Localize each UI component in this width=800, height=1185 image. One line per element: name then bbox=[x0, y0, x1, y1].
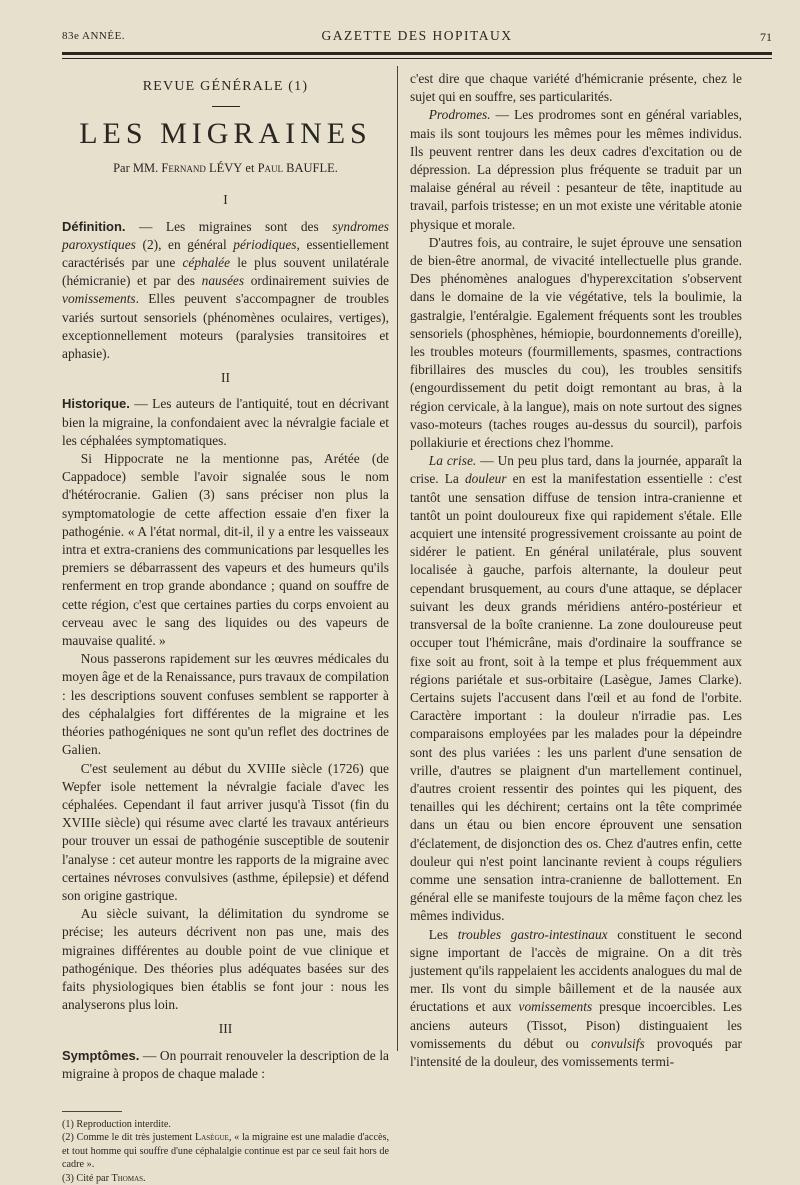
edition-label: 83e ANNÉE. bbox=[62, 30, 126, 42]
author-second: Paul BAUFLE. bbox=[257, 161, 338, 176]
gastro-paragraph: Les troubles gastro-intestinaux constituent le second signe important de l'accès de migraine. On a dit très justement qu'ils rappelaient les accidents analogues du mal de mer. Ils vont du simple bâillement et de la nausée aux éructations et aux vomissements presque incoercibles. Les anciens auteurs (Tissot, Pison) distinguaient les vomissements du début ou convulsifs provoqués par l'intensité de la douleur, des vomissements termi- bbox=[410, 926, 742, 1069]
section-number-2: II bbox=[221, 370, 230, 386]
footnote-rule bbox=[62, 1111, 122, 1112]
footnote-1: (1) Reproduction interdite. bbox=[62, 1118, 171, 1130]
left-column bbox=[62, 74, 389, 1185]
history-heading: Historique. bbox=[62, 396, 130, 412]
prodromes-heading: Prodromes. bbox=[428, 107, 491, 123]
continuation-paragraph: c'est dire que chaque variété d'hémicranie présente, chez le sujet qui en souffre, ses particularités. bbox=[410, 71, 742, 105]
crisis-heading: La crise. bbox=[428, 453, 477, 469]
column-divider bbox=[397, 66, 398, 1051]
author-and: et bbox=[245, 161, 255, 176]
section-number-3: III bbox=[218, 1021, 233, 1037]
author-first: Fernand LÉVY bbox=[161, 161, 243, 176]
definition-paragraph: Définition. — Les migraines sont des syndromes paroxystiques (2), en général périodiques, essentiellement caractérisés par une céphalée le plus souvent unilatérale (hémicranie) et par des nausées ordinairement suivies de vomissements. Elles peuvent s'accompagner de troubles variés surtout sensoriels (phénomènes oculaires, vertiges), exceptionnellement moteurs (paralysies transitoires et aphasie). bbox=[62, 218, 389, 362]
next-century-paragraph: Au siècle suivant, la délimitation du syndrome se précise; les auteurs décrivent non pas une, mais des migraines différentes au double point de vue clinique et pathogénique. Des théories plus adéquates basées sur des faits physiologiques bien établis se font jour : nous les analyserons plus loin. bbox=[62, 906, 389, 1013]
history-paragraph: Historique. — Les auteurs de l'antiquité, tout en décrivant bien la migraine, la confondaient avec la névralgie faciale et les céphalées symptomatiques. bbox=[62, 396, 389, 448]
author-line bbox=[62, 159, 389, 177]
middle-ages-paragraph: Nous passerons rapidement sur les œuvres médicales du moyen âge et de la Renaissance, purs travaux de compilation : les descriptions souvent confuses semblent se rapporter à des céphalalgies fort différentes de la migraine et les théories pathogéniques ne sont qu'un reflet des doctrines de Galien. bbox=[62, 651, 389, 758]
hippocrate-paragraph: Si Hippocrate ne la mentionne pas, Arétée (de Cappadoce) semble l'avoir signalée sous le nom d'hétérocranie. Galien (3) sans préciser non plus la symptomatologie de cette affection essaie d'en fixer la pathogénie. « A l'état normal, dit-il, il y a entre les vaisseaux intra et extra-craniens des communications par lesquelles les premiers se débarrassent des vapeurs et des humeurs qu'ils renferment en trop grande abondance ; quand on souffre de cette région, c'est que certaines parties du corps envoient au cerveau avec le sang des liquides ou des vapeurs de mauvaise qualité. » bbox=[62, 451, 389, 649]
symptoms-paragraph: Symptômes. — On pourrait renouveler la description de la migraine à propos de chaque malade : bbox=[62, 1047, 389, 1081]
rubric-title: REVUE GÉNÉRALE (1) bbox=[142, 79, 309, 94]
header-rule-thick bbox=[62, 52, 772, 55]
running-header bbox=[62, 30, 772, 50]
footnote-2: (2) Comme le dit très justement Lasègue, « la migraine est une maladie d'accès, et tout homme qui souffre d'une céphalalgie continue est par ce seul fait hors de cadre ». bbox=[62, 1132, 389, 1171]
right-column bbox=[410, 70, 742, 1071]
prodromes-paragraph: Prodromes. — Les prodromes sont en général variables, mais ils sont toujours les mêmes pour les mêmes individus. Ils peuvent rentrer dans les deux cadres d'excitation ou de dépression. La dépression plus fréquente se traduit par un malaise général au réveil : pesanteur de tête, inaptitude au travail, parfois tristesse; en un mot existe une véritable atonie physique et morale. bbox=[410, 107, 742, 232]
definition-heading: Définition. bbox=[62, 218, 126, 234]
wepfer-paragraph: C'est seulement au début du XVIIIe siècle (1726) que Wepfer isole nettement la névralgie faciale d'avec les céphalées. Cependant il faut arriver jusqu'à Tissot (fin du XVIIIe siècle) qui résume avec clarté les travaux antérieurs pour trouver un essai de pathogénie susceptible de soutenir l'analyse : cet auteur montre les rapports de la migraine avec certaines névroses convulsives (asthme, épilepsie) et défend son origine gastrique. bbox=[62, 760, 389, 903]
section-number-1: I bbox=[223, 192, 228, 208]
page-number: 71 bbox=[760, 30, 772, 44]
other-times-paragraph: D'autres fois, au contraire, le sujet éprouve une sensation de bien-être anormal, de vivacité intellectuelle plus grande. Des phénomènes analogues d'hyperexcitation s'observent dans le domaine de la vie végétative, tels la boulimie, la gastralgie, l'entéralgie. Egalement fréquents sont les troubles sensoriels (phosphènes, hémiopie, bourdonnements d'oreille), les troubles moteurs (fourmillements, spasmes, contractions fibrillaires des muscles du cou), les troubles sensitifs (engourdissement du petit doigt remontant au bras, à la région cervicale, à la langue), mais on note surtout des signes vaso-moteurs (taches rouges au-dessus du sourcil), parfois pollakiurie et érections chez l'homme. bbox=[410, 234, 742, 451]
author-by: Par MM. bbox=[113, 161, 159, 176]
journal-title: GAZETTE DES HOPITAUX bbox=[321, 28, 513, 43]
footnote-3: (3) Cité par Thomas. bbox=[62, 1172, 146, 1184]
article-title: LES MIGRAINES bbox=[79, 117, 372, 151]
crisis-paragraph: La crise. — Un peu plus tard, dans la journée, apparaît la crise. La douleur en est la manifestation essentielle : c'est tantôt une sensation diffuse de tension intra-cranienne et tantôt un point douloureux fixe qui rapidement s'étale. Elle acquiert une intensité progressivement croissante au point de sidérer le patient. En général unilatérale, plus souvent localisée à gauche, parfois alternante, la douleur peut cependant brusquement, au cours d'une attaque, se déplacer suivant les deux grands méridiens antéro-postérieur et transversal de la boîte cranienne. La zone douloureuse peut occuper tout l'hémicrâne, mais d'ordinaire la souffrance se fixe soit au front, soit à la tempe et plus fréquemment aux régions pariétale et sus-orbitaire (Lasègue, James Clarke). Certains sujets l'accusent dans l'œil et au fond de l'orbite. Caractère important : la douleur n'irradie pas. Les comparaisons employées par les malades pour la dépeindre sont des plus variées : les uns parlent d'une sensation de vrille, d'autres se plaignent d'un martellement continuel, d'autres croient ressentir des pointes qui les piquent, des tenailles qui les déchirent; certains ont la tête comprimée dans un étau ou bien encore éprouvent une sensation d'éclatement, de disjonction des os. Chez d'autres enfin, cette douleur qui n'est point lancinante revient à coups réguliers comme une sensation intra-cranienne de ballottement. En général elle se manifeste toujours de la même façon chez les mêmes individus. bbox=[410, 453, 743, 924]
title-rule bbox=[212, 106, 240, 107]
symptoms-heading: Symptômes. bbox=[62, 1047, 140, 1063]
header-rule-thin bbox=[62, 58, 772, 59]
